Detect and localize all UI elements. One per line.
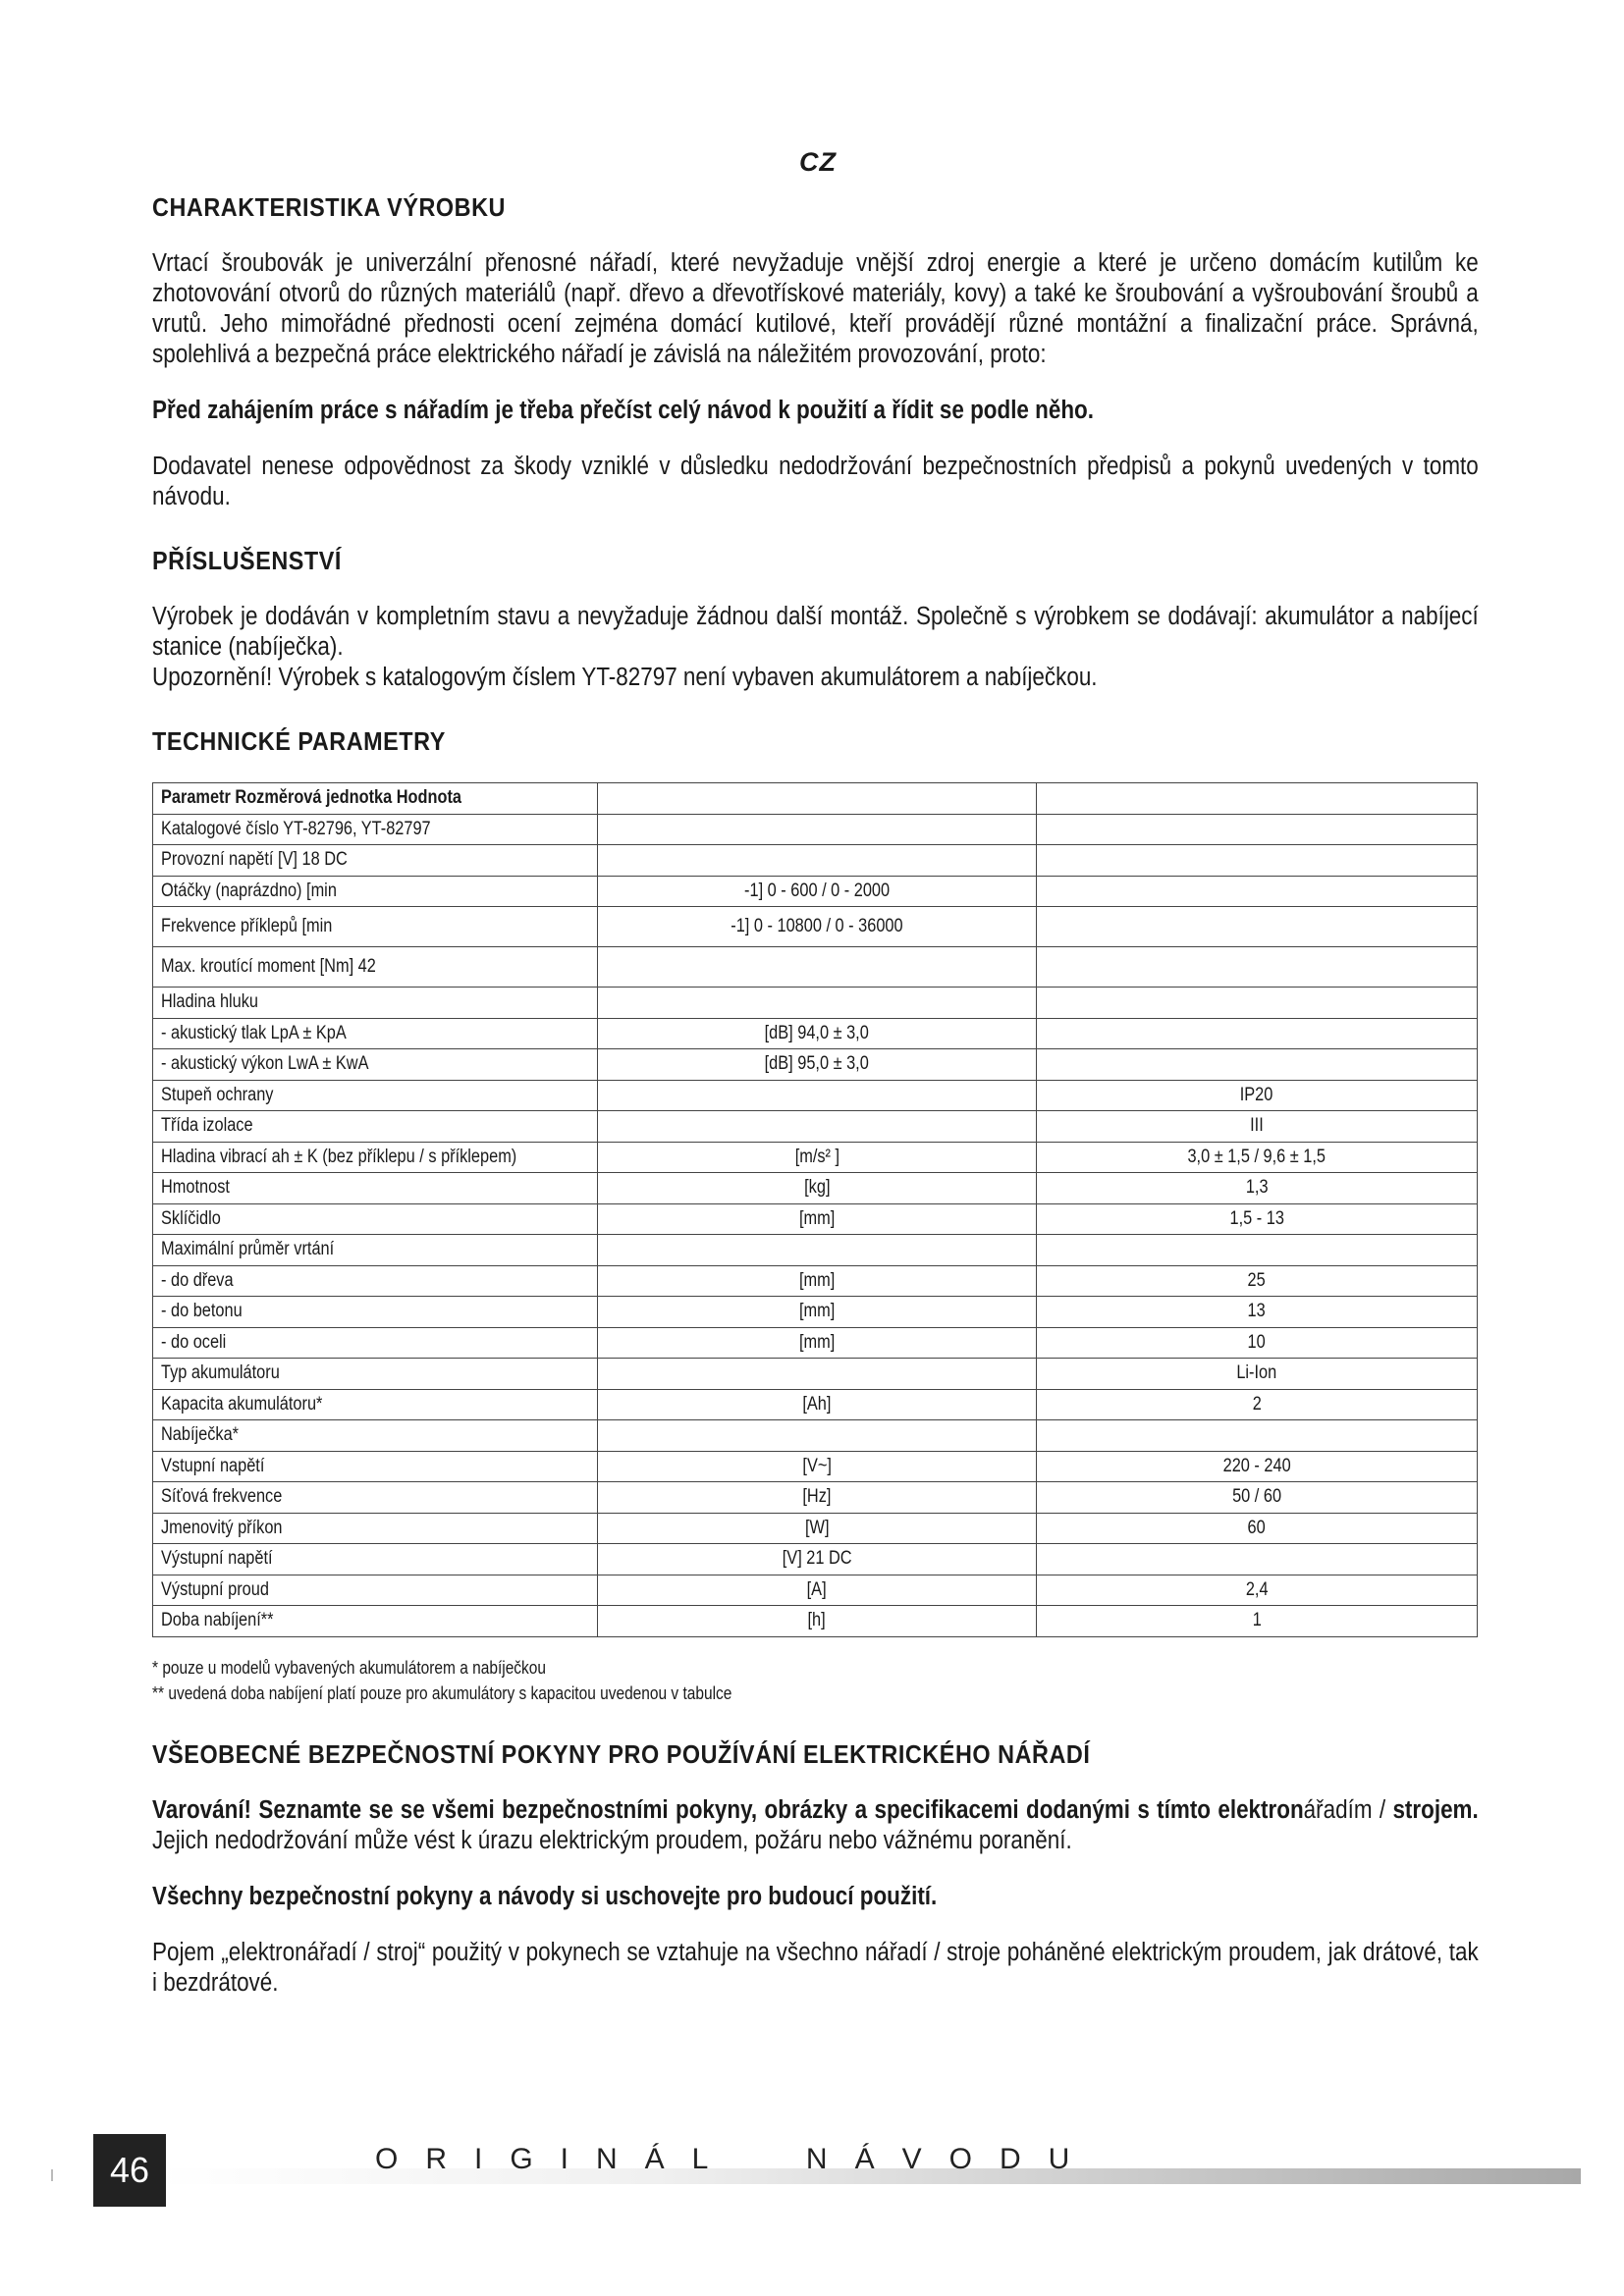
table-cell: 10: [1037, 1327, 1478, 1359]
table-cell: [W]: [598, 1513, 1037, 1544]
footnote-battery: * pouze u modelů vybavených akumulátorem a nabíječkou: [152, 1657, 547, 1678]
table-cell: [1037, 876, 1478, 907]
table-cell: [1037, 1235, 1478, 1266]
table-cell: [598, 947, 1037, 988]
table-cell: 50 / 60: [1037, 1482, 1478, 1514]
table-cell: [598, 1420, 1037, 1452]
safety-warning-paragraph: [152, 1795, 1479, 1856]
table-cell: Hladina hluku: [153, 988, 598, 1019]
table-cell: 220 - 240: [1037, 1451, 1478, 1482]
table-cell: 60: [1037, 1513, 1478, 1544]
table-cell: 1: [1037, 1606, 1478, 1637]
table-cell: [mm]: [598, 1297, 1037, 1328]
table-cell: 25: [1037, 1265, 1478, 1297]
table-cell: IP20: [1037, 1080, 1478, 1111]
table-row: [153, 1389, 1478, 1420]
table-cell: Sklíčidlo: [153, 1203, 598, 1235]
table-cell: Hmotnost: [153, 1173, 598, 1204]
table-cell: 2,4: [1037, 1575, 1478, 1606]
section-title-characteristics: CHARAKTERISTIKA VÝROBKU: [152, 192, 506, 222]
table-cell: 1,5 - 13: [1037, 1203, 1478, 1235]
table-row: [153, 1575, 1478, 1606]
table-cell: Výstupní proud: [153, 1575, 598, 1606]
table-row: [153, 876, 1478, 907]
table-cell: [598, 783, 1037, 815]
table-cell: - akustický výkon LwA ± KwA: [153, 1049, 598, 1081]
table-row: [153, 1327, 1478, 1359]
table-cell: [598, 845, 1037, 877]
table-row: [153, 1049, 1478, 1081]
table-row: [153, 1513, 1478, 1544]
table-cell: -1] 0 - 10800 / 0 - 36000: [598, 907, 1037, 947]
table-cell: [598, 1080, 1037, 1111]
table-cell: Frekvence příklepů [min: [153, 907, 598, 947]
footer-tick-mark: [51, 2169, 53, 2181]
table-row: [153, 1297, 1478, 1328]
table-cell: [V~]: [598, 1451, 1037, 1482]
table-cell: [mm]: [598, 1327, 1037, 1359]
table-cell: Síťová frekvence: [153, 1482, 598, 1514]
table-cell: [1037, 1420, 1478, 1452]
footer-original-manual: ORIGINÁL NÁVODU: [375, 2143, 1098, 2175]
table-cell: - akustický tlak LpA ± KpA: [153, 1018, 598, 1049]
table-cell: Nabíječka*: [153, 1420, 598, 1452]
table-cell: [1037, 988, 1478, 1019]
table-cell: [dB] 95,0 ± 3,0: [598, 1049, 1037, 1081]
table-row: [153, 1111, 1478, 1143]
table-cell: [598, 988, 1037, 1019]
safety-warning-bold: Varování! Seznamte se se všemi bezpečnostními pokyny, obrázky a specifikacemi dodanými s tímto elektron: [152, 1795, 1304, 1824]
table-cell: Maximální průměr vrtání: [153, 1235, 598, 1266]
table-cell: - do betonu: [153, 1297, 598, 1328]
table-cell: Doba nabíjení**: [153, 1606, 598, 1637]
table-cell: Stupeň ochrany: [153, 1080, 598, 1111]
table-cell: [1037, 783, 1478, 815]
safety-warning-mid: ářadím /: [1303, 1795, 1393, 1824]
read-manual-notice: Před zahájením práce s nářadím je třeba přečíst celý návod k použití a řídit se podle něho.: [152, 397, 1094, 424]
table-row: [153, 783, 1478, 815]
footnote-charging: ** uvedená doba nabíjení platí pouze pro akumulátory s kapacitou uvedenou v tabulce: [152, 1682, 732, 1703]
table-row: [153, 1451, 1478, 1482]
table-row: [153, 1482, 1478, 1514]
table-row: [153, 907, 1478, 947]
table-cell: [1037, 1049, 1478, 1081]
table-cell: [h]: [598, 1606, 1037, 1637]
table-cell: [A]: [598, 1575, 1037, 1606]
section-title-accessories: PŘÍSLUŠENSTVÍ: [152, 546, 342, 575]
table-cell: Max. kroutící moment [Nm] 42: [153, 947, 598, 988]
table-cell: Typ akumulátoru: [153, 1359, 598, 1390]
table-row: [153, 1420, 1478, 1452]
accessories-warning: Upozornění! Výrobek s katalogovým číslem YT-82797 není vybaven akumulátorem a nabíječkou.: [152, 664, 1098, 691]
table-cell: [kg]: [598, 1173, 1037, 1204]
table-cell: Parametr Rozměrová jednotka Hodnota: [153, 783, 598, 815]
table-cell: 13: [1037, 1297, 1478, 1328]
table-cell: 2: [1037, 1389, 1478, 1420]
characteristics-paragraph: Vrtací šroubovák je univerzální přenosné nářadí, které nevyžaduje vnější zdroj energie a které je určeno domácím kutilům ke zhotovování otvorů do různých materiálů (např. dřevo a dřevotřískové materiály, kovy) a také ke šroubování a vyšroubování šroubů a vrutů. Jeho mimořádné přednosti ocení zejména domácí kutilové, kteří provádějí různé montážní a finalizační práce. Správná, spolehlivá a bezpečná práce elektrického nářadí je závislá na náležitém provozování, proto:: [152, 249, 1479, 368]
table-cell: [1037, 814, 1478, 845]
table-cell: 1,3: [1037, 1173, 1478, 1204]
table-cell: Výstupní napětí: [153, 1544, 598, 1575]
table-cell: - do dřeva: [153, 1265, 598, 1297]
table-row: [153, 988, 1478, 1019]
table-cell: [598, 1235, 1037, 1266]
table-cell: [1037, 845, 1478, 877]
table-cell: [m/s² ]: [598, 1142, 1037, 1173]
table-cell: [1037, 1544, 1478, 1575]
table-row: [153, 1173, 1478, 1204]
table-cell: [598, 1359, 1037, 1390]
table-row: [153, 1265, 1478, 1297]
table-row: [153, 1359, 1478, 1390]
table-row: [153, 1080, 1478, 1111]
table-cell: Vstupní napětí: [153, 1451, 598, 1482]
table-cell: [598, 1111, 1037, 1143]
table-cell: Katalogové číslo YT-82796, YT-82797: [153, 814, 598, 845]
table-cell: Třída izolace: [153, 1111, 598, 1143]
table-row: [153, 947, 1478, 988]
keep-instructions-notice: Všechny bezpečnostní pokyny a návody si uschovejte pro budoucí použití.: [152, 1882, 938, 1910]
table-cell: [Ah]: [598, 1389, 1037, 1420]
section-title-technical: TECHNICKÉ PARAMETRY: [152, 726, 446, 756]
liability-paragraph: Dodavatel nenese odpovědnost za škody vzniklé v důsledku nedodržování bezpečnostních předpisů a pokynů uvedených v tomto návodu.: [152, 453, 1479, 510]
safety-warning-rest: Jejich nedodržování může vést k úrazu elektrickým proudem, požáru nebo vážnému poranění.: [152, 1826, 1072, 1854]
page-number: 46: [93, 2134, 166, 2207]
table-cell: [V] 21 DC: [598, 1544, 1037, 1575]
table-row: [153, 1544, 1478, 1575]
section-title-safety: VŠEOBECNÉ BEZPEČNOSTNÍ POKYNY PRO POUŽÍVÁNÍ ELEKTRICKÉHO NÁŘADÍ: [152, 1738, 1091, 1769]
technical-parameters-table: [152, 782, 1478, 1637]
table-row: [153, 1203, 1478, 1235]
table-cell: [1037, 907, 1478, 947]
safety-warning-bold-2: strojem.: [1392, 1795, 1479, 1824]
page-content: [152, 192, 1478, 1999]
table-cell: Kapacita akumulátoru*: [153, 1389, 598, 1420]
table-cell: - do oceli: [153, 1327, 598, 1359]
table-cell: [Hz]: [598, 1482, 1037, 1514]
accessories-paragraph: Výrobek je dodáván v kompletním stavu a nevyžaduje žádnou další montáž. Společně s výrobkem se dodávají: akumulátor a nabíjecí stanice (nabíječka).: [152, 603, 1479, 661]
table-cell: [dB] 94,0 ± 3,0: [598, 1018, 1037, 1049]
table-cell: Jmenovitý příkon: [153, 1513, 598, 1544]
table-row: [153, 814, 1478, 845]
table-cell: Provozní napětí [V] 18 DC: [153, 845, 598, 877]
table-row: [153, 1142, 1478, 1173]
table-cell: [1037, 1018, 1478, 1049]
table-cell: [598, 814, 1037, 845]
table-cell: Otáčky (naprázdno) [min: [153, 876, 598, 907]
table-cell: [mm]: [598, 1265, 1037, 1297]
table-cell: [1037, 947, 1478, 988]
language-label: CZ: [799, 147, 837, 177]
table-row: [153, 1606, 1478, 1637]
table-cell: -1] 0 - 600 / 0 - 2000: [598, 876, 1037, 907]
table-row: [153, 1018, 1478, 1049]
table-cell: [mm]: [598, 1203, 1037, 1235]
table-cell: Li-Ion: [1037, 1359, 1478, 1390]
table-cell: 3,0 ± 1,5 / 9,6 ± 1,5: [1037, 1142, 1478, 1173]
table-cell: III: [1037, 1111, 1478, 1143]
power-tool-definition: Pojem „elektronářadí / stroj“ použitý v pokynech se vztahuje na všechno nářadí / stroje poháněné elektrickým proudem, jak drátové, tak i bezdrátové.: [152, 1938, 1479, 1997]
table-cell: Hladina vibrací ah ± K (bez příklepu / s příklepem): [153, 1142, 598, 1173]
table-row: [153, 1235, 1478, 1266]
table-row: [153, 845, 1478, 877]
